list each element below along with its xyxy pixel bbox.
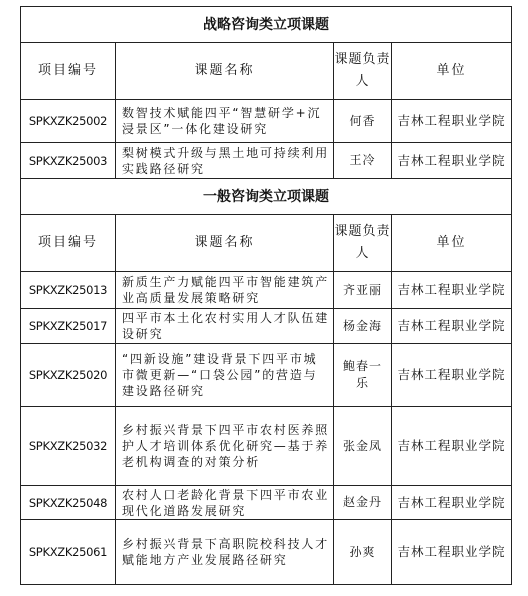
project-unit: 吉林工程职业学院 bbox=[392, 520, 512, 585]
project-unit: 吉林工程职业学院 bbox=[392, 344, 512, 407]
project-unit: 吉林工程职业学院 bbox=[392, 486, 512, 520]
project-responsible: 齐亚丽 bbox=[334, 272, 392, 309]
table-row bbox=[21, 143, 512, 179]
project-unit: 吉林工程职业学院 bbox=[392, 100, 512, 143]
project-unit: 吉林工程职业学院 bbox=[392, 143, 512, 179]
project-code: SPKXZK25020 bbox=[21, 344, 116, 407]
project-code: SPKXZK25003 bbox=[21, 143, 116, 179]
project-responsible: 孙爽 bbox=[334, 520, 392, 585]
project-responsible: 何香 bbox=[334, 100, 392, 143]
section-title-row bbox=[21, 7, 512, 43]
table-row bbox=[21, 344, 512, 407]
header-unit: 单位 bbox=[392, 43, 512, 100]
header-topic: 课题名称 bbox=[116, 215, 334, 272]
project-responsible: 杨金海 bbox=[334, 309, 392, 344]
section-title-row bbox=[21, 179, 512, 215]
project-unit: 吉林工程职业学院 bbox=[392, 309, 512, 344]
project-unit: 吉林工程职业学院 bbox=[392, 407, 512, 486]
project-code: SPKXZK25013 bbox=[21, 272, 116, 309]
header-row bbox=[21, 43, 512, 100]
project-code: SPKXZK25017 bbox=[21, 309, 116, 344]
section-title: 战略咨询类立项课题 bbox=[21, 7, 512, 43]
project-responsible: 鲍春一乐 bbox=[334, 344, 392, 407]
project-list-table bbox=[20, 6, 512, 585]
project-topic: 梨树模式升级与黑土地可持续利用实践路径研究 bbox=[116, 143, 334, 179]
table-row bbox=[21, 486, 512, 520]
project-unit: 吉林工程职业学院 bbox=[392, 272, 512, 309]
project-topic: 乡村振兴背景下高职院校科技人才赋能地方产业发展路径研究 bbox=[116, 520, 334, 585]
table-row bbox=[21, 100, 512, 143]
project-topic: 乡村振兴背景下四平市农村医养照护人才培训体系优化研究—基于养老机构调查的对策分析 bbox=[116, 407, 334, 486]
project-topic: 四平市本土化农村实用人才队伍建设研究 bbox=[116, 309, 334, 344]
header-code: 项目编号 bbox=[21, 215, 116, 272]
table-row bbox=[21, 272, 512, 309]
header-unit: 单位 bbox=[392, 215, 512, 272]
table-row bbox=[21, 407, 512, 486]
project-responsible: 张金凤 bbox=[334, 407, 392, 486]
project-topic: 数智技术赋能四平“智慧研学+沉浸景区”一体化建设研究 bbox=[116, 100, 334, 143]
header-row bbox=[21, 215, 512, 272]
project-topic: 新质生产力赋能四平市智能建筑产业高质量发展策略研究 bbox=[116, 272, 334, 309]
table-row bbox=[21, 309, 512, 344]
header-topic: 课题名称 bbox=[116, 43, 334, 100]
project-responsible: 王冷 bbox=[334, 143, 392, 179]
project-code: SPKXZK25061 bbox=[21, 520, 116, 585]
project-responsible: 赵金丹 bbox=[334, 486, 392, 520]
project-code: SPKXZK25002 bbox=[21, 100, 116, 143]
header-responsible: 课题负责人 bbox=[334, 215, 392, 272]
table-row bbox=[21, 520, 512, 585]
project-code: SPKXZK25048 bbox=[21, 486, 116, 520]
project-topic: “四新设施”建设背景下四平市城市微更新—“口袋公园”的营造与建设路径研究 bbox=[116, 344, 334, 407]
header-responsible: 课题负责人 bbox=[334, 43, 392, 100]
project-code: SPKXZK25032 bbox=[21, 407, 116, 486]
header-code: 项目编号 bbox=[21, 43, 116, 100]
project-topic: 农村人口老龄化背景下四平市农业现代化道路发展研究 bbox=[116, 486, 334, 520]
section-title: 一般咨询类立项课题 bbox=[21, 179, 512, 215]
